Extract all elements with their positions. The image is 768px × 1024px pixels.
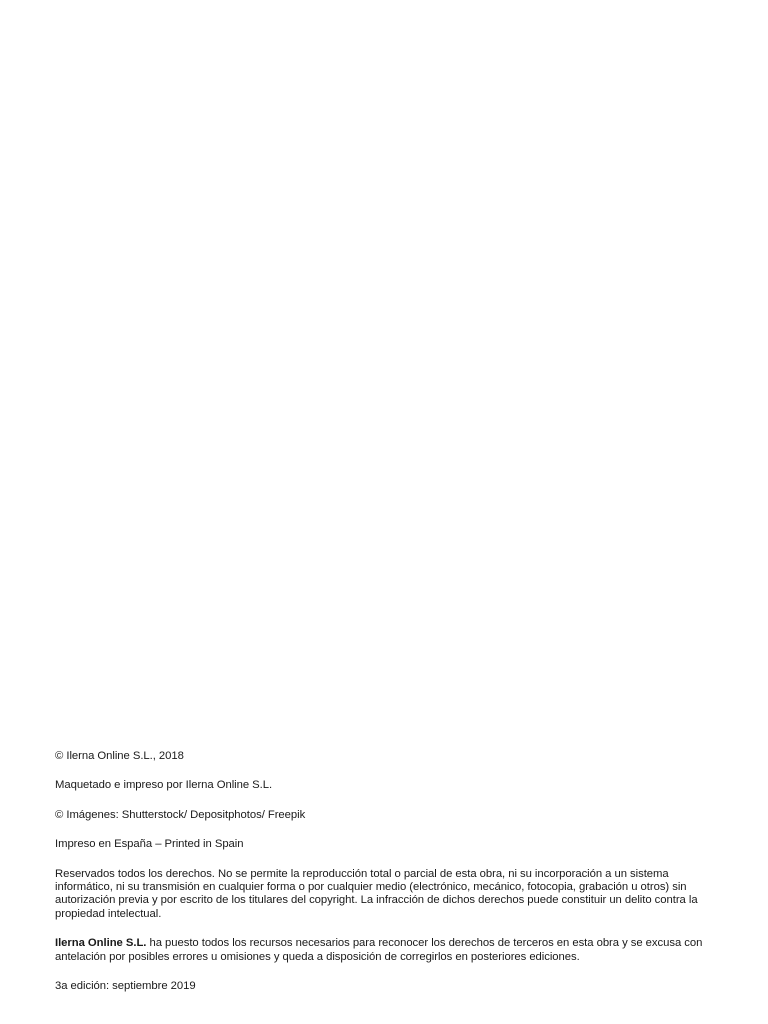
company-name: Ilerna Online S.L. (55, 937, 147, 950)
layout-credit: Maquetado e impreso por Ilerna Online S.L. (55, 779, 273, 792)
copyright-line: © Ilerna Online S.L., 2018 (55, 750, 184, 762)
rights-notice: Reservados todos los derechos. No se permite la reproducción total o parcial de esta obra, ni su incorporación a un sistema informático, ni su transmisión en cualquier forma o por cualquier medio (electrónico, mecánico, fotocopia, grabación u otros) sin autorización previa y por escrito de los titulares del copyright. La infracción de dichos derechos puede constituir un delito contra la propiedad intelectual. (55, 867, 698, 920)
third-party-notice-text: ha puesto todos los recursos necesarios para reconocer los derechos de terceros en esta obra y se excusa con antelación por posibles errores u omisiones y queda a disposición de corregirlos en posteriores ediciones. (55, 937, 703, 963)
edition-line: 3a edición: septiembre 2019 (55, 980, 196, 993)
images-credit: © Imágenes: Shutterstock/ Depositphotos/ Freepik (55, 808, 306, 821)
colophon (55, 750, 705, 993)
third-party-notice (55, 937, 705, 964)
printed-in-line: Impreso en España – Printed in Spain (55, 838, 244, 851)
